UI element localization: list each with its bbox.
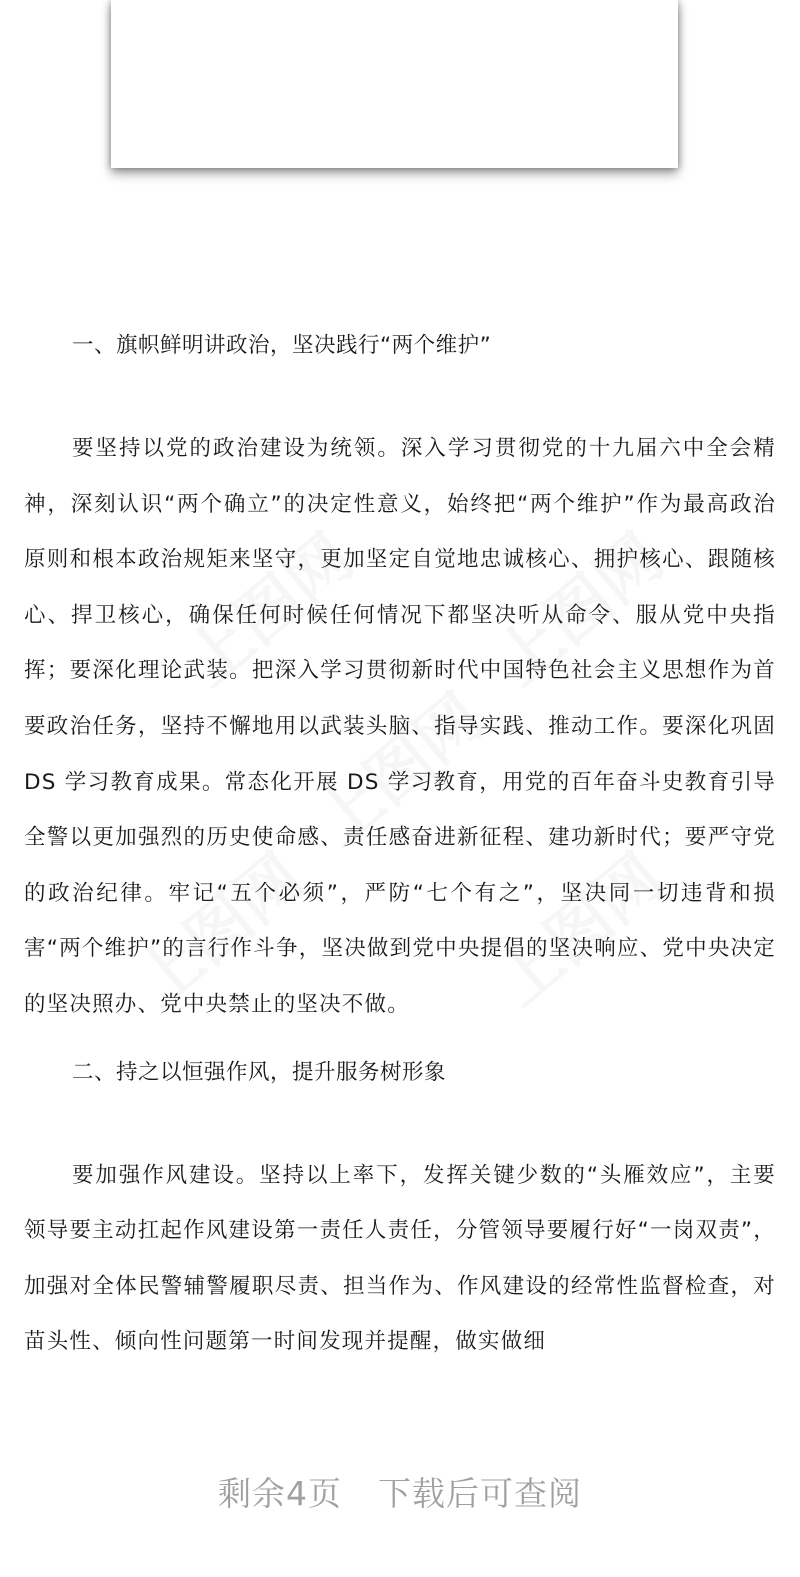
section-paragraph: 要加强作风建设。坚持以上率下，发挥关键少数的“头雁效应”，主要领导要主动扛起作风建设第一责任人责任，分管领导要履行好“一岗双责”，加强对全体民警辅警履职尽责、担当作为、作风建设的经常性监督检查，对苗头性、倾向性问题第一时间发现并提醒，做实做细 [24, 1162, 776, 1355]
remaining-pages-label: 剩余4页 [218, 1474, 342, 1513]
download-to-view-label: 下载后可查阅 [378, 1474, 582, 1513]
section-heading: 一、旗帜鲜明讲政治，坚决践行“两个维护” [72, 333, 492, 358]
document-body [24, 318, 776, 1370]
download-prompt[interactable] [0, 1468, 800, 1515]
section-paragraph: 要坚持以党的政治建设为统领。深入学习贯彻党的十九届六中全会精神，深刻认识“两个确立”的决定性意义，始终把“两个维护”作为最高政治原则和根本政治规矩来坚守，更加坚定自觉地忠诚核心、拥护核心、跟随核心、捍卫核心，确保任何时候任何情况下都坚决听从命令、服从党中央指挥；要深化理论武装。把深入学习贯彻新时代中国特色社会主义思想作为首要政治任务，坚持不懈地用以武装头脑、指导实践、推动工作。要深化巩固 DS 学习教育成果。常态化开展 DS 学习教育，用党的百年奋斗史教育引导全警以更加强烈的历史使命感、责任感奋进新征程、建功新时代；要严守党的政治纪律。牢记“五个必须”，严防“七个有之”，坚决同一切违背和损害“两个维护”的言行作斗争，坚决做到党中央提倡的坚决响应、党中央决定的坚决照办、党中央禁止的坚决不做。 [24, 436, 776, 1017]
document-preview-card [111, 0, 678, 168]
section-heading: 二、持之以恒强作风，提升服务树形象 [72, 1059, 447, 1085]
download-footer[interactable] [0, 1440, 800, 1577]
